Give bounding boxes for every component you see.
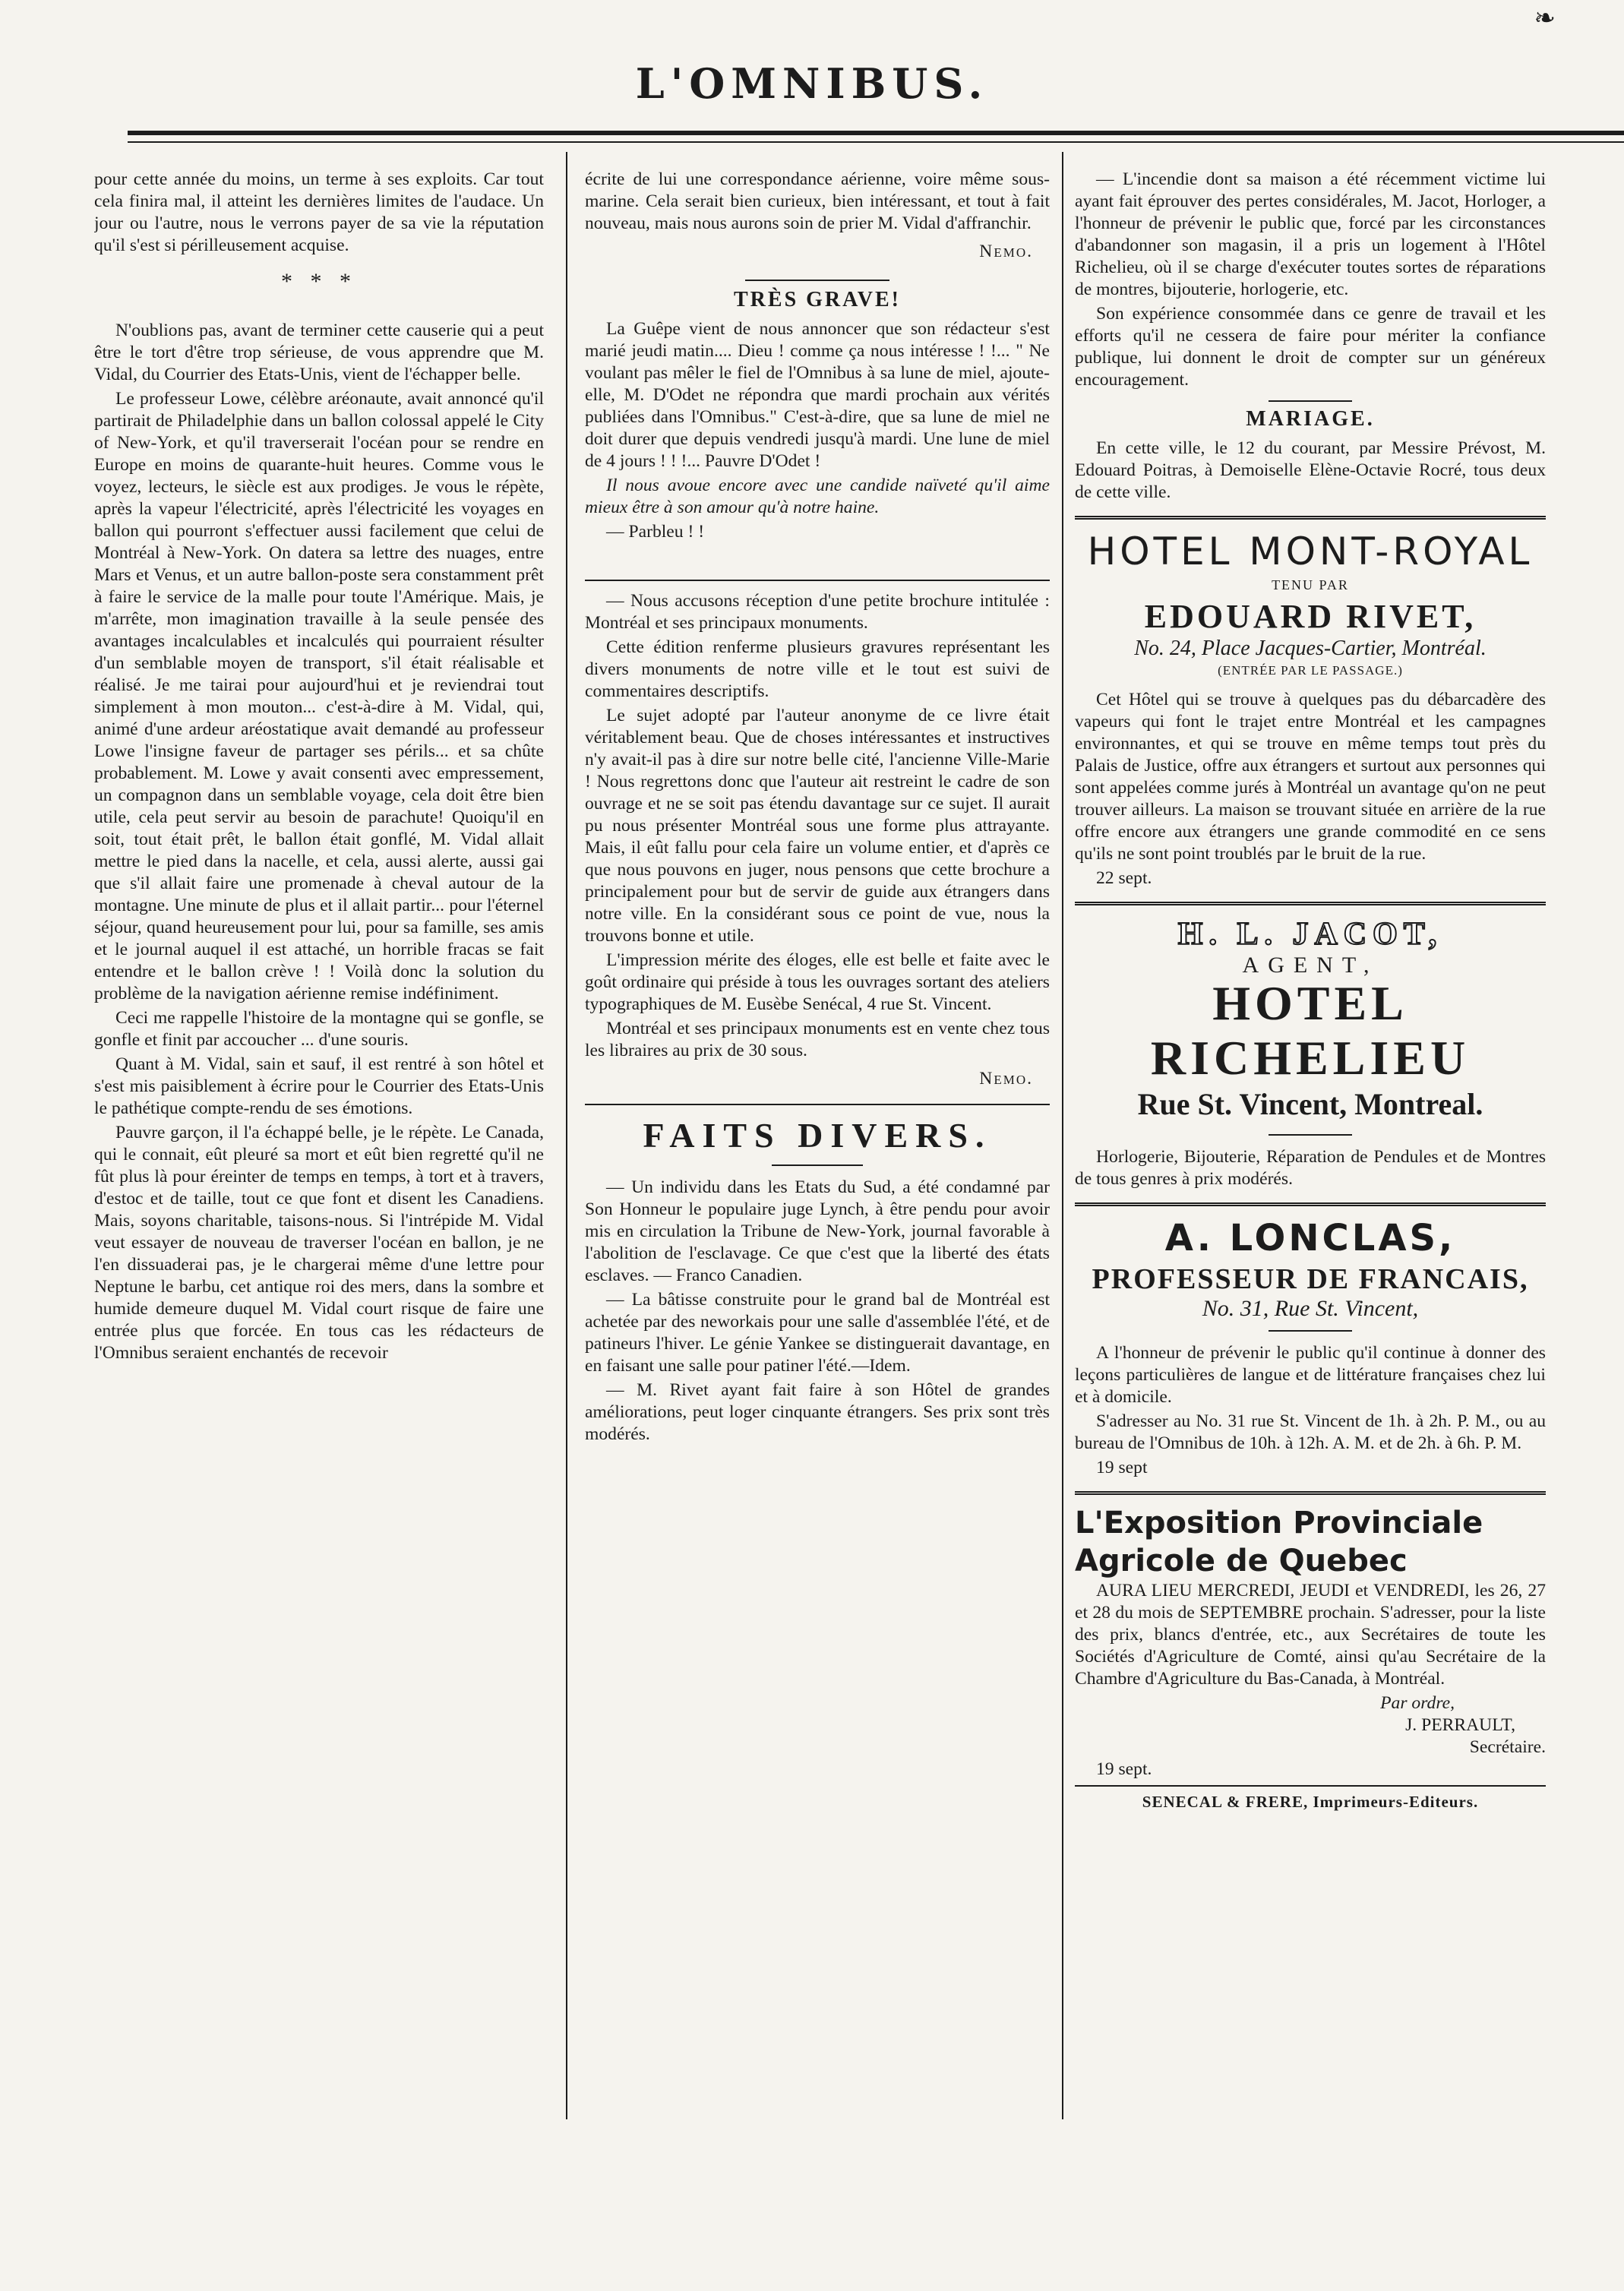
heading-mariage: MARIAGE. xyxy=(1246,407,1375,431)
ad-rivet-address: No. 24, Place Jacques-Cartier, Montréal. xyxy=(1134,637,1487,660)
separator xyxy=(1269,1134,1352,1136)
col2-paragraph: — Parbleu ! ! xyxy=(606,522,705,542)
col2-paragraph: Le sujet adopté par l'auteur anonyme de ce livre était véritablement beau. Que de choses intéressantes et instructives n'y avait-il pas à dire sur notre belle cité, l'ancienne Ville-Marie ! Nous regrettons donc que l'auteur ait restreint le cadre de son ouvrage et ne se soit pas étendu davantage sur ce sujet. Il aurait pu nous présenter Montréal sous une forme plus attrayante. Mais, il eût fallu pour cela faire un volume entier, et d'après ce que nous pouvons en juger, nous pensons que cette brochure a principalement pour but de servir de guide aux étrangers dans notre ville. En la considérant sous ce point de vue, nous la trouvons bonne et utile. xyxy=(585,706,1050,946)
separator xyxy=(1269,400,1352,402)
col3-paragraph: Son expérience consommée dans ce genre de travail et les efforts qu'il ne cessera de faire pour mériter la confiance publique, lui donnent le droit de compter sur un généreux encouragement. xyxy=(1075,304,1546,390)
signature: Nemo. xyxy=(979,1069,1033,1089)
signature: Nemo. xyxy=(979,242,1033,261)
col3-paragraph: En cette ville, le 12 du courant, par Messire Prévost, M. Edouard Poitras, à Demoiselle Elène-Octavie Rocré, tous deux de cette ville. xyxy=(1075,438,1546,502)
double-rule xyxy=(1075,516,1546,521)
ad-perrault: J. PERRAULT, xyxy=(1405,1715,1515,1735)
ad-lonclas-name: A. LONCLAS, xyxy=(1164,1217,1456,1259)
corner-ornament: ❧ xyxy=(1534,5,1556,33)
col3-paragraph: AURA LIEU MERCREDI, JEUDI et VENDREDI, les 26, 27 et 28 du mois de SEPTEMBRE prochain. S'adresser, pour la liste des prix, blancs d'entrée, etc., aux Secrétaires de toute les Sociétés d'Agriculture de Comté, ainsi qu'au Secrétaire de la Chambre d'Agriculture du Bas-Canada, à Montréal. xyxy=(1075,1581,1546,1689)
ad-exposition-title: L'Exposition Provinciale Agricole de Quebec xyxy=(1075,1506,1483,1578)
col2-paragraph: — Nous accusons réception d'une petite brochure intitulée : Montréal et ses principaux monuments. xyxy=(585,591,1050,633)
ad-rue-st-vincent: Rue St. Vincent, Montreal. xyxy=(1137,1087,1483,1121)
ad-date: 19 sept xyxy=(1096,1458,1148,1477)
ad-edouard-rivet: EDOUARD RIVET, xyxy=(1144,598,1477,635)
col1-paragraph: Quant à M. Vidal, sain et sauf, il est rentré à son hôtel et s'est mis paisiblement à écrire pour le Courrier des Etats-Unis le pathétique compte-rendu de ses émotions. xyxy=(94,1054,544,1118)
heading-tres-grave: TRÈS GRAVE! xyxy=(734,288,901,311)
column-2 xyxy=(585,169,1050,2106)
col2-paragraph: — La bâtisse construite pour le grand bal de Montréal est achetée par des neworkais pour une salle d'assemblée l'été, et de patineurs l'hiver. Le génie Yankee se distinguerait davantage, en en faisant une salle pour patiner l'été.—Idem. xyxy=(585,1290,1050,1376)
double-rule xyxy=(1075,1491,1546,1496)
section-stars: * * * xyxy=(281,269,357,294)
ad-date: 22 sept. xyxy=(1096,868,1152,888)
heading-faits-divers: FAITS DIVERS. xyxy=(643,1116,992,1155)
col1-paragraph: Ceci me rappelle l'histoire de la montagne qui se gonfle, se gonfle et finit par accoucher ... d'une souris. xyxy=(94,1008,544,1050)
column-3 xyxy=(1075,169,1546,2106)
double-rule xyxy=(1075,902,1546,907)
ad-professeur: PROFESSEUR DE FRANCAIS, xyxy=(1092,1263,1529,1295)
separator xyxy=(772,1164,863,1166)
ad-agent: AGENT, xyxy=(1242,953,1379,978)
column-divider-1 xyxy=(566,152,567,2119)
col3-paragraph: Cet Hôtel qui se trouve à quelques pas du débarcadère des vapeurs qui font le trajet entre Montréal et les campagnes environnantes, et qui se trouve en même temps tout près du Palais de Justice, offre aux étrangers et surtout aux personnes qui sont appelées comme jurés à Montréal un avantage qu'on ne peut trouver ailleurs. La maison se trouvant située en arrière de la rue offre encore aux étrangers une grande commodité en ce sens qu'ils ne sont point troublés par le bruit de la rue. xyxy=(1075,690,1546,864)
column-1 xyxy=(94,169,544,2106)
separator xyxy=(585,580,1050,581)
col3-paragraph: S'adresser au No. 31 rue St. Vincent de 1h. à 2h. P. M., ou au bureau de l'Omnibus de 10h. à 12h. A. M. et de 2h. à 6h. P. M. xyxy=(1075,1411,1546,1453)
col1-paragraph: Pauvre garçon, il l'a échappé belle, je le répète. Le Canada, qui le connait, eût pleuré sa mort et eût bien regretté qu'il ne fût plus là pour éreinter de temps en temps, à tort et à travers, d'estoc et de taille, tout ce que font et disent les Canadiens. Mais, soyons charitable, taisons-nous. Si l'intrépide M. Vidal veut essayer de nouveau de traverser l'océan en ballon, je ne l'en dissuaderai pas, je le chargerai même d'une lettre pour Neptune le barbu, cet antique roi des mers, dans la sombre et humide demeure duquel M. Vidal court risque de faire une entrée plus que forcée. En tous cas les rédacteurs de l'Omnibus seraient enchantés de recevoir xyxy=(94,1123,544,1363)
col2-paragraph: écrite de lui une correspondance aérienne, voire même sous-marine. Cela serait bien curieux, bien intéressant, et tout à fait nouveau, mais nous aurons soin de prier M. Vidal d'affranchir. xyxy=(585,169,1050,233)
ad-entree-note: (ENTRÉE PAR LE PASSAGE.) xyxy=(1218,663,1403,678)
col2-paragraph: L'impression mérite des éloges, elle est belle et faite avec le goût ordinaire qui préside à tous les ouvrages sortant des ateliers typographiques de M. Eusèbe Senécal, 4 rue St. Vincent. xyxy=(585,950,1050,1014)
ad-date: 19 sept. xyxy=(1096,1759,1152,1779)
ad-jacot-name: H. L. JACOT, xyxy=(1177,917,1443,952)
separator xyxy=(585,1104,1050,1105)
col3-paragraph: A l'honneur de prévenir le public qu'il continue à donner des leçons particulières de langue et de littérature françaises chez lui et à domicile. xyxy=(1075,1343,1546,1407)
ad-hotel-richelieu: HOTEL RICHELIEU xyxy=(1150,976,1471,1085)
separator xyxy=(745,280,889,281)
ad-secretaire: Secrétaire. xyxy=(1469,1737,1546,1757)
double-rule xyxy=(1075,1202,1546,1208)
ad-hotel-mont-royal-title: HOTEL MONT-ROYAL xyxy=(1087,529,1534,574)
col1-paragraph: N'oublions pas, avant de terminer cette causerie qui a peut être le tort d'être trop sérieuse, de vous apprendre que M. Vidal, du Courrier des Etats-Unis, vient de l'échapper belle. xyxy=(94,321,544,384)
separator xyxy=(1075,1785,1546,1787)
col2-paragraph: La Guêpe vient de nous annoncer que son rédacteur s'est marié jeudi matin.... Dieu ! comme ça nous intéresse ! !... " Ne voulant pas mêler le fiel de l'Omnibus à sa lune de miel, ajoute-elle, M. D'Odet ne répondra que mardi prochain aux vérités publiées dans l'Omnibus." C'est-à-dire, que sa lune de miel ne doit durer que depuis vendredi jusqu'à mardi. Une lune de miel de 4 jours ! ! !... Pauvre D'Odet ! xyxy=(585,319,1050,471)
masthead-rule-thin xyxy=(128,141,1624,143)
masthead-title: L'OMNIBUS. xyxy=(635,59,989,108)
col2-paragraph: Il nous avoue encore avec une candide naïveté qu'il aime mieux être à son amour qu'à notre haine. xyxy=(585,476,1050,517)
column-divider-2 xyxy=(1062,152,1063,2119)
printer-imprint: SENECAL & FRERE, Imprimeurs-Editeurs. xyxy=(1142,1793,1479,1811)
ad-par-ordre: Par ordre, xyxy=(1380,1693,1455,1713)
masthead-rule xyxy=(128,131,1624,135)
ad-tenu-par: TENU PAR xyxy=(1272,577,1349,592)
col3-paragraph: — L'incendie dont sa maison a été récemment victime lui ayant fait éprouver des pertes considérales, M. Jacot, Horloger, a l'honneur de prévenir le public que, forcé par les circonstances d'abandonner son magasin, il a pris un logement à l'Hôtel Richelieu, où il se charge d'exécuter toutes sortes de réparations de montres, bijouterie, horlogerie, etc. xyxy=(1075,169,1546,299)
col3-paragraph: Horlogerie, Bijouterie, Réparation de Pendules et de Montres de tous genres à prix modérés. xyxy=(1075,1147,1546,1189)
col2-paragraph: — M. Rivet ayant fait faire à son Hôtel de grandes améliorations, peut loger cinquante étrangers. Ses prix sont très modérés. xyxy=(585,1380,1050,1444)
col1-paragraph: Le professeur Lowe, célèbre aréonaute, avait annoncé qu'il partirait de Philadelphie dans un ballon colossal appelé le City of New-York, et qu'il traverserait l'océan pour se rendre en Europe en moins de quarante-huit heures. Comme vous le voyez, lecteurs, le siècle est aux prodiges. Je vous le répète, après la vapeur l'électricité, après l'électricité les voyages en ballon qui pourront s'effectuer aussi facilement que celui de Montréal à New-York. On datera sa lettre des nuages, entre Mars et Venus, et un autre ballon-poste sera constamment prêt à faire le service de la malle pour toute l'Amérique. Mais, je m'arrête, mon imagination travaille à la seule pensée des avantages incalculables et incalculés qui pourraient résulter d'un semblable moyen de transport, s'il était réalisable et réalisé. Je me tairai pour aujourd'hui et je reviendrai tout simplement à mon mouton... c'est-à-dire à M. Vidal, qui, animé d'une ardeur aréostatique avait demandé au professeur Lowe l'insigne faveur de partager ses périls... et sa chûte probablement. M. Lowe y avait consenti avec empressement, un compagnon dans un semblable voyage, cela doit être bien utile, cela peut servir au besoin de parachute! Quoiqu'il en soit, tout était prêt, le ballon était gonflé, M. Vidal allait mettre le pied dans la nacelle, et cela, aussi alerte, aussi gai que s'il allait faire une promenade à cheval autour de la montagne. Une minute de plus et il allait partir... pour l'éternel séjour, quand heureusement pour lui, pour sa famille, ses amis et le journal auquel il est attaché, un horrible fracas se fait entendre et le ballon crève ! ! Voilà donc la solution du problème de la navigation aérienne remise indéfiniment. xyxy=(94,389,544,1003)
col1-paragraph: pour cette année du moins, un terme à ses exploits. Car tout cela finira mal, il atteint les dernières limites de l'audace. Un jour ou l'autre, nous le verrons payer de sa vie la réputation qu'il s'est si périlleusement acquise. xyxy=(94,169,544,255)
col2-paragraph: Montréal et ses principaux monuments est en vente chez tous les libraires au prix de 30 sous. xyxy=(585,1019,1050,1060)
ad-lonclas-address: No. 31, Rue St. Vincent, xyxy=(1202,1296,1419,1321)
separator xyxy=(1269,1330,1352,1332)
col2-paragraph: Cette édition renferme plusieurs gravures représentant les divers monuments de notre ville et le tout est suivi de commentaires descriptifs. xyxy=(585,637,1050,701)
col2-paragraph: — Un individu dans les Etats du Sud, a été condamné par Son Honneur le populaire juge Lynch, à être pendu pour avoir mis en circulation la Tribune de New-York, journal favorable à l'abolition de l'esclavage. Ce que c'est que la liberté des états esclaves. — Franco Canadien. xyxy=(585,1177,1050,1285)
